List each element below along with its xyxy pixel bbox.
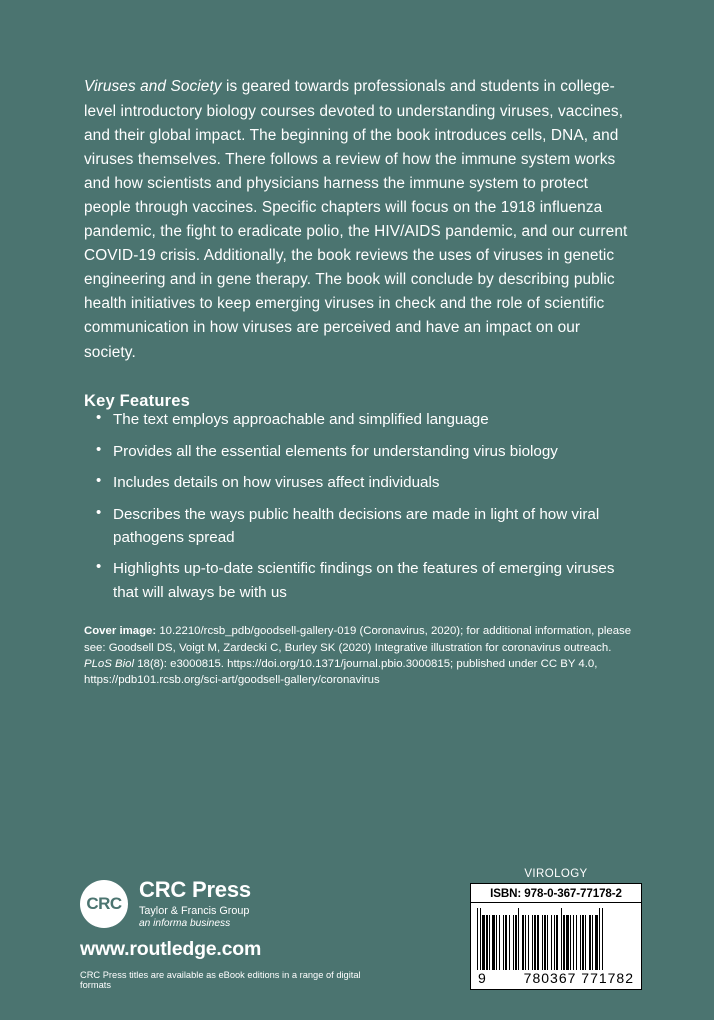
publisher-logo-row <box>80 878 380 929</box>
publisher-website: www.routledge.com <box>80 938 262 961</box>
barcode-graphic <box>470 903 642 990</box>
key-features-heading: Key Features <box>84 391 191 410</box>
credit-text-part1: 10.2210/rcsb_pdb/goodsell-gallery-019 (Coronavirus, 2020); for additional information, please see: Goodsell DS, Voigt M, Zardecki C, Burley SK (2020) Integrative illustration for coronavirus outreach. <box>84 625 632 654</box>
cover-image-credit <box>84 623 636 688</box>
barcode-digits <box>477 970 635 987</box>
list-item: • Provides all the essential elements for understanding virus biology <box>96 440 641 463</box>
publisher-group: Taylor & Francis Group <box>139 904 250 917</box>
book-description-text: is geared towards professionals and students in college-level introductory biology courses devoted to understanding viruses, vaccines, and their global impact. The beginning of the book introduces cells, DNA, and viruses themselves. There follows a review of how the immune system works and how scientists and physicians harness the immune system to protect people through vaccines. Specific chapters will focus on the 1918 influenza pandemic, the fight to eradicate polio, the HIV/AIDS pandemic, and our current COVID-19 crisis. Additionally, the book reviews the uses of viruses in genetic engineering and in gene therapy. The book will conclude by describing public health initiatives to keep emerging viruses in check and the role of scientific communication in how viruses are perceived and have an impact on our society. <box>84 78 628 361</box>
list-item: • Describes the ways public health decisions are made in light of how viral pathogens spread <box>96 503 641 549</box>
publisher-names <box>139 878 251 929</box>
crc-logo-icon: CRC <box>80 880 128 928</box>
publisher-block <box>80 878 380 990</box>
barcode-digit-main: 780367 771782 <box>523 970 634 986</box>
barcode-digit-left: 9 <box>478 970 487 986</box>
book-title: Viruses and Society <box>84 78 222 96</box>
key-features-list <box>96 408 641 612</box>
publisher-informa: an informa business <box>139 917 231 929</box>
list-item: • Includes details on how viruses affect individuals <box>96 471 641 494</box>
isbn-label: ISBN: 978-0-367-77178-2 <box>470 883 642 903</box>
list-item: • Highlights up-to-date scientific findings on the features of emerging viruses that will always be with us <box>96 557 641 603</box>
barcode-block <box>470 868 642 990</box>
credit-label: Cover image: <box>84 625 157 638</box>
category-label: VIROLOGY <box>524 868 588 880</box>
publisher-name: CRC Press <box>139 877 251 902</box>
credit-journal-name: PLoS Biol <box>84 657 135 670</box>
credit-text-part2: 18(8): e3000815. https://doi.org/10.1371/journal.pbio.3000815; published under CC BY 4.0, https://pdb101.rcsb.org/sci-art/goodsell-gallery/coronavirus <box>84 657 598 686</box>
book-description <box>84 75 636 364</box>
barcode-bars <box>477 908 635 970</box>
list-item: • The text employs approachable and simplified language <box>96 408 641 431</box>
ebook-availability-note: CRC Press titles are available as eBook editions in a range of digital formats <box>80 970 361 991</box>
